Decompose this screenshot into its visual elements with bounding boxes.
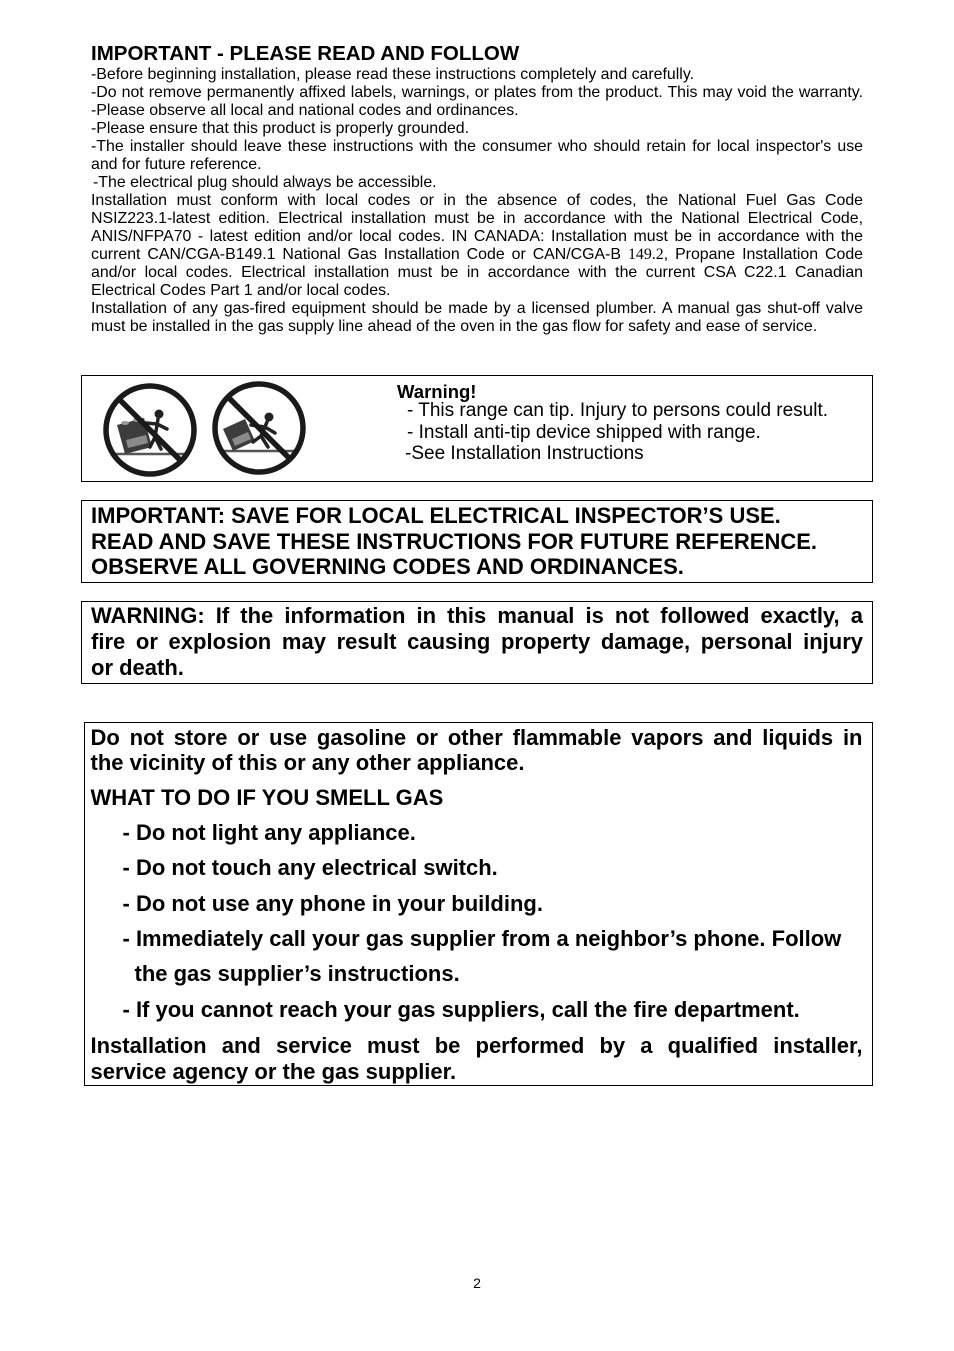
instruction-line: and for future reference.	[91, 156, 262, 173]
inspector-notice-box	[81, 500, 873, 583]
tip-warning-item: - This range can tip. Injury to persons could result.	[407, 400, 829, 422]
inspector-notice-text	[91, 503, 863, 580]
gas-step: - Do not light any appliance.	[122, 819, 416, 845]
notice-line: READ AND SAVE THESE INSTRUCTIONS FOR FUTURE REFERENCE.	[91, 528, 818, 554]
smell-gas-heading: WHAT TO DO IF YOU SMELL GAS	[90, 784, 444, 810]
instruction-line: -Please observe all local and national codes and ordinances.	[91, 102, 519, 119]
plumber-paragraph-line: Installation of any gas-fired equipment should be made by a licensed plumber. A manual gas shut-off valve	[91, 300, 863, 317]
code-line-text: , Propane Installation Code	[663, 246, 864, 263]
installer-note-line: service agency or the gas supplier.	[90, 1058, 457, 1084]
warning-line: fire or explosion may result causing property damage, personal injury	[91, 629, 863, 654]
plumber-paragraph-line: must be installed in the gas supply line ahead of the oven in the gas flow for safety and ease of service.	[91, 318, 818, 335]
instruction-line: -The installer should leave these instructions with the consumer who should retain for local inspector's use	[91, 138, 863, 155]
code-paragraph-line: Electrical Codes Part 1 and/or local codes.	[91, 282, 391, 299]
gas-step: - If you cannot reach your gas suppliers, call the fire department.	[122, 996, 800, 1022]
flammable-storage-warning	[91, 725, 863, 776]
tip-warning-list	[407, 400, 828, 465]
intro-instructions	[91, 66, 863, 336]
code-paragraph-line: NSIZ223.1-latest edition. Electrical installation must be in accordance with the National Electrical Code,	[91, 210, 863, 227]
code-number: 149.2	[627, 246, 664, 263]
instruction-line: -The electrical plug should always be accessible.	[93, 174, 437, 191]
fire-warning-box	[81, 601, 873, 684]
smell-gas-steps	[123, 815, 842, 1027]
instruction-line: -Please ensure that this product is properly grounded.	[91, 120, 470, 137]
notice-line: IMPORTANT: SAVE FOR LOCAL ELECTRICAL INSPECTOR’S USE.	[91, 503, 781, 529]
warning-line: WARNING: If the information in this manual is not followed exactly, a	[91, 603, 863, 628]
qualified-installer-note	[91, 1033, 863, 1085]
notice-line: OBSERVE ALL GOVERNING CODES AND ORDINANCES.	[91, 554, 684, 580]
intro-heading: IMPORTANT - PLEASE READ AND FOLLOW	[91, 42, 520, 65]
gas-step: - Do not touch any electrical switch.	[122, 855, 498, 881]
gas-safety-box	[84, 722, 873, 1086]
code-paragraph-line: and/or local codes. Electrical installation must be in accordance with the current CSA C22.1 Canadian	[91, 264, 863, 281]
tip-warning-item: -See Installation Instructions	[405, 443, 644, 465]
warning-title: Warning!	[397, 381, 477, 402]
tip-warning-pictograms	[101, 381, 308, 478]
code-paragraph-line: ANIS/NFPA70 - latest edition and/or local codes. IN CANADA: Installation must be in accordance with the	[91, 228, 863, 245]
fire-warning-text	[91, 603, 863, 681]
code-line-text: current CAN/CGA-B149.1 National Gas Installation Code or CAN/CGA-B	[91, 246, 628, 263]
warning-line: or death.	[91, 655, 184, 680]
gas-warning-line: Do not store or use gasoline or other flammable vapors and liquids in	[90, 724, 863, 750]
gas-step: - Do not use any phone in your building.	[122, 890, 543, 916]
tip-over-warning-box	[81, 375, 873, 482]
instruction-line: -Do not remove permanently affixed labels, warnings, or plates from the product. This may void the warranty.	[91, 84, 863, 101]
gas-warning-line: the vicinity of this or any other appliance.	[90, 750, 525, 776]
installer-note-line: Installation and service must be performed by a qualified installer,	[90, 1032, 863, 1058]
gas-step-continuation: the gas supplier’s instructions.	[134, 961, 460, 987]
instruction-line: -Before beginning installation, please read these instructions completely and carefully.	[91, 66, 695, 83]
code-paragraph-line	[91, 246, 863, 264]
gas-step: - Immediately call your gas supplier from a neighbor’s phone. Follow	[122, 925, 842, 951]
page-number: 2	[473, 1275, 481, 1291]
tip-warning-item: - Install anti-tip device shipped with range.	[407, 421, 761, 443]
code-paragraph-line: Installation must conform with local codes or in the absence of codes, the National Fuel Gas Code	[91, 192, 863, 209]
